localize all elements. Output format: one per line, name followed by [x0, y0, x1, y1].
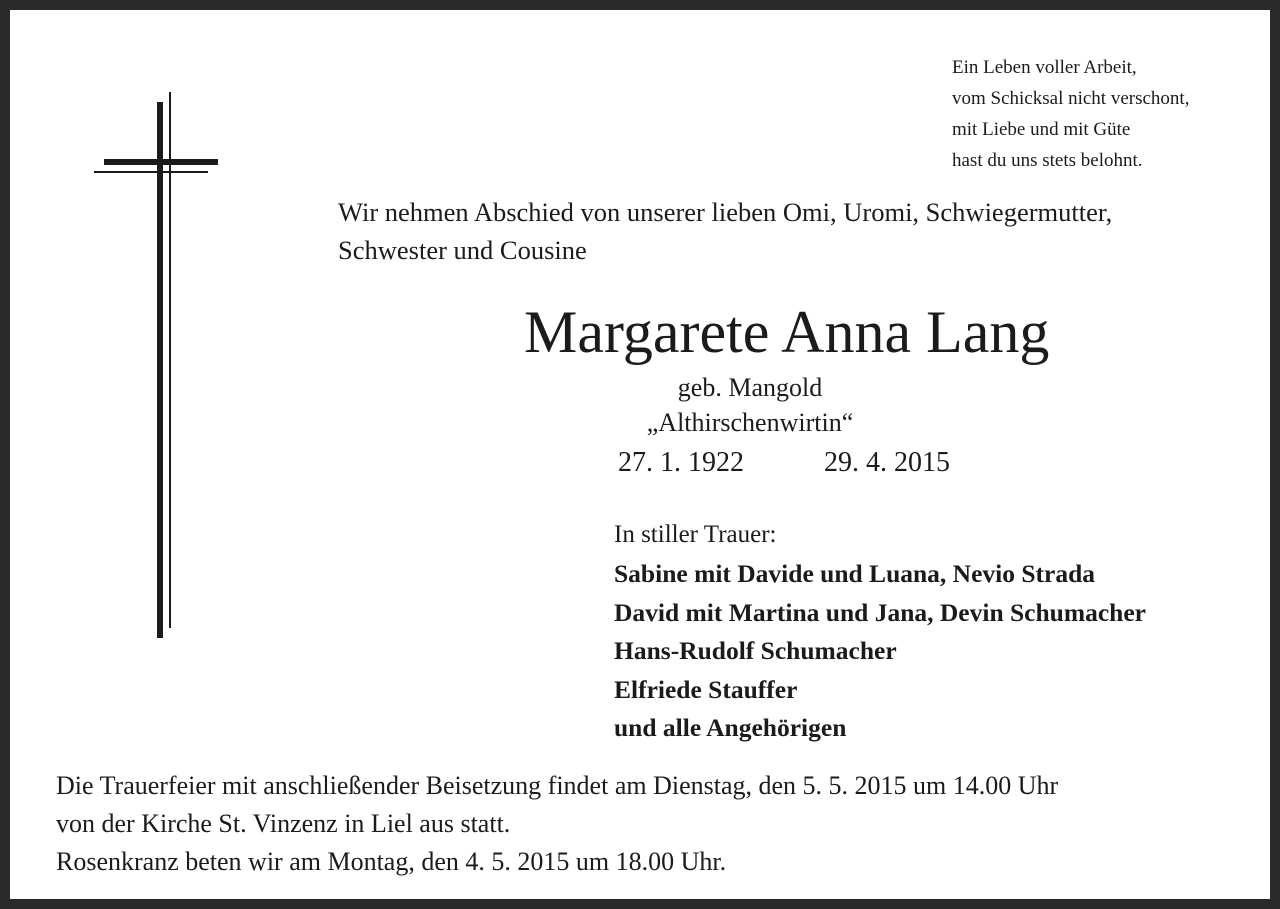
deceased-nickname: „Althirschenwirtin“	[646, 408, 854, 437]
service-line: von der Kirche St. Vinzenz in Liel aus statt.	[56, 809, 511, 838]
cross-icon	[94, 92, 218, 638]
cross-horizontal-bar	[104, 159, 218, 165]
cross-vertical-bar	[157, 102, 163, 638]
memorial-verse	[952, 52, 1262, 176]
mourners-label: In stiller Trauer:	[614, 521, 777, 548]
mourner-entry: David mit Martina und Jana, Devin Schumacher	[614, 597, 1146, 627]
intro-line: Schwester und Cousine	[338, 235, 587, 265]
farewell-intro	[338, 193, 1268, 269]
cross-horizontal-line	[94, 171, 208, 173]
mourner-entry: Hans-Rudolf Schumacher	[614, 636, 897, 665]
verse-line: vom Schicksal nicht verschont,	[952, 88, 1190, 109]
service-details	[56, 767, 1266, 881]
deceased-name: Margarete Anna Lang	[524, 299, 1050, 365]
death-date: 29. 4. 2015	[824, 447, 950, 478]
service-line: Rosenkranz beten wir am Montag, den 4. 5. 2015 um 18.00 Uhr.	[56, 847, 727, 876]
verse-line: hast du uns stets belohnt.	[952, 150, 1143, 171]
mourner-entry: Sabine mit Davide und Luana, Nevio Strada	[614, 559, 1096, 588]
verse-line: Ein Leben voller Arbeit,	[952, 57, 1137, 78]
service-line: Die Trauerfeier mit anschließender Beisetzung findet am Dienstag, den 5. 5. 2015 um 14.00 Uhr	[56, 771, 1059, 800]
intro-line: Wir nehmen Abschied von unserer lieben Omi, Uromi, Schwiegermutter,	[338, 197, 1113, 227]
mourner-entry: und alle Angehörigen	[614, 713, 847, 742]
mourner-entry: Elfriede Stauffer	[614, 674, 798, 704]
verse-line: mit Liebe und mit Güte	[952, 119, 1131, 140]
mourners-list	[614, 555, 1146, 748]
birth-date: 27. 1. 1922	[618, 447, 744, 478]
life-dates	[618, 444, 978, 482]
birth-name: geb. Mangold	[677, 373, 823, 402]
